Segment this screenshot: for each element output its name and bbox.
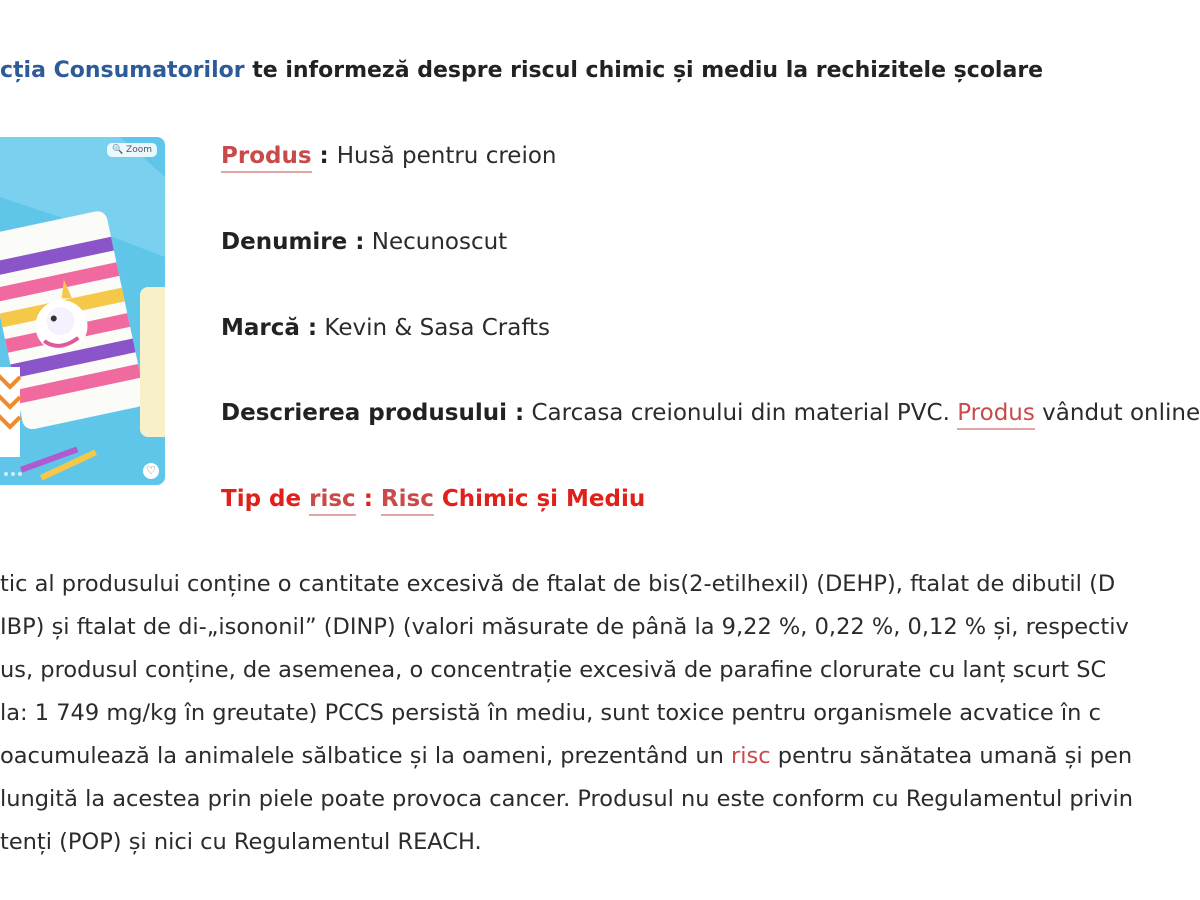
zoom-label: Zoom	[126, 145, 152, 155]
descriere-produs-link[interactable]: Produs	[957, 400, 1035, 430]
paragraph-text: pentru sănătatea umană și pen	[770, 743, 1133, 769]
descriere-value: Carcasa creionului din material PVC.	[524, 400, 958, 426]
produs-sep: :	[311, 143, 337, 169]
risc-suffix: Chimic și Mediu	[433, 486, 646, 512]
descriere-value-after: vândut online	[1034, 400, 1200, 426]
paragraph-risc-link[interactable]: risc	[731, 743, 771, 769]
field-descriere	[221, 400, 1200, 426]
marca-value: Kevin & Sasa Crafts	[317, 315, 551, 341]
field-marca	[221, 315, 550, 341]
paragraph-line: tenți (POP) și nici cu Regulamentul REACH.	[0, 829, 482, 855]
paragraph-line: tic al produsului conține o cantitate excesivă de ftalat de bis(2-etilhexil) (DEHP), ftalat de dibutil (D	[0, 571, 1116, 597]
heart-icon[interactable]: ♡	[143, 463, 159, 479]
descriere-label: Descrierea produsului :	[221, 400, 525, 426]
headline-text: te informeză despre riscul chimic și mediu la rechizitele școlare	[244, 58, 1044, 83]
paragraph-line: IBP) și ftalat de di-„isononil” (DINP) (valori măsurate de până la 9,22 %, 0,22 %, 0,12 % și, respectiv	[0, 614, 1129, 640]
produs-link[interactable]: Produs	[221, 143, 312, 173]
product-image[interactable]	[0, 137, 165, 485]
paragraph-line	[0, 743, 1200, 769]
headline-link[interactable]: cția Consumatorilor	[0, 58, 245, 83]
risc-prefix: Tip de	[221, 486, 310, 512]
article-headline	[0, 58, 1200, 83]
paragraph-line: us, produsul conține, de asemenea, o concentrație excesivă de parafine clorurate cu lanț scurt SC	[0, 657, 1107, 683]
marca-label: Marcă :	[221, 315, 318, 341]
denumire-value: Necunoscut	[364, 229, 508, 255]
risc-sep: :	[355, 486, 381, 512]
risc-type-link[interactable]: Risc	[381, 486, 434, 516]
field-tip-risc	[221, 486, 645, 512]
zoom-button[interactable]: 🔍 Zoom	[107, 143, 157, 157]
paragraph-text: oacumulează la animalele sălbatice și la oameni, prezentând un	[0, 743, 732, 769]
denumire-label: Denumire :	[221, 229, 365, 255]
paragraph-line: lungită la acestea prin piele poate provoca cancer. Produsul nu este conform cu Regulamentul privin	[0, 786, 1134, 812]
risc-link[interactable]: risc	[309, 486, 356, 516]
field-denumire	[221, 229, 507, 255]
produs-value: Husă pentru creion	[336, 143, 557, 169]
paragraph-line: la: 1 749 mg/kg în greutate) PCCS persistă în mediu, sunt toxice pentru organismele acvatice în c	[0, 700, 1101, 726]
field-produs	[221, 143, 557, 169]
